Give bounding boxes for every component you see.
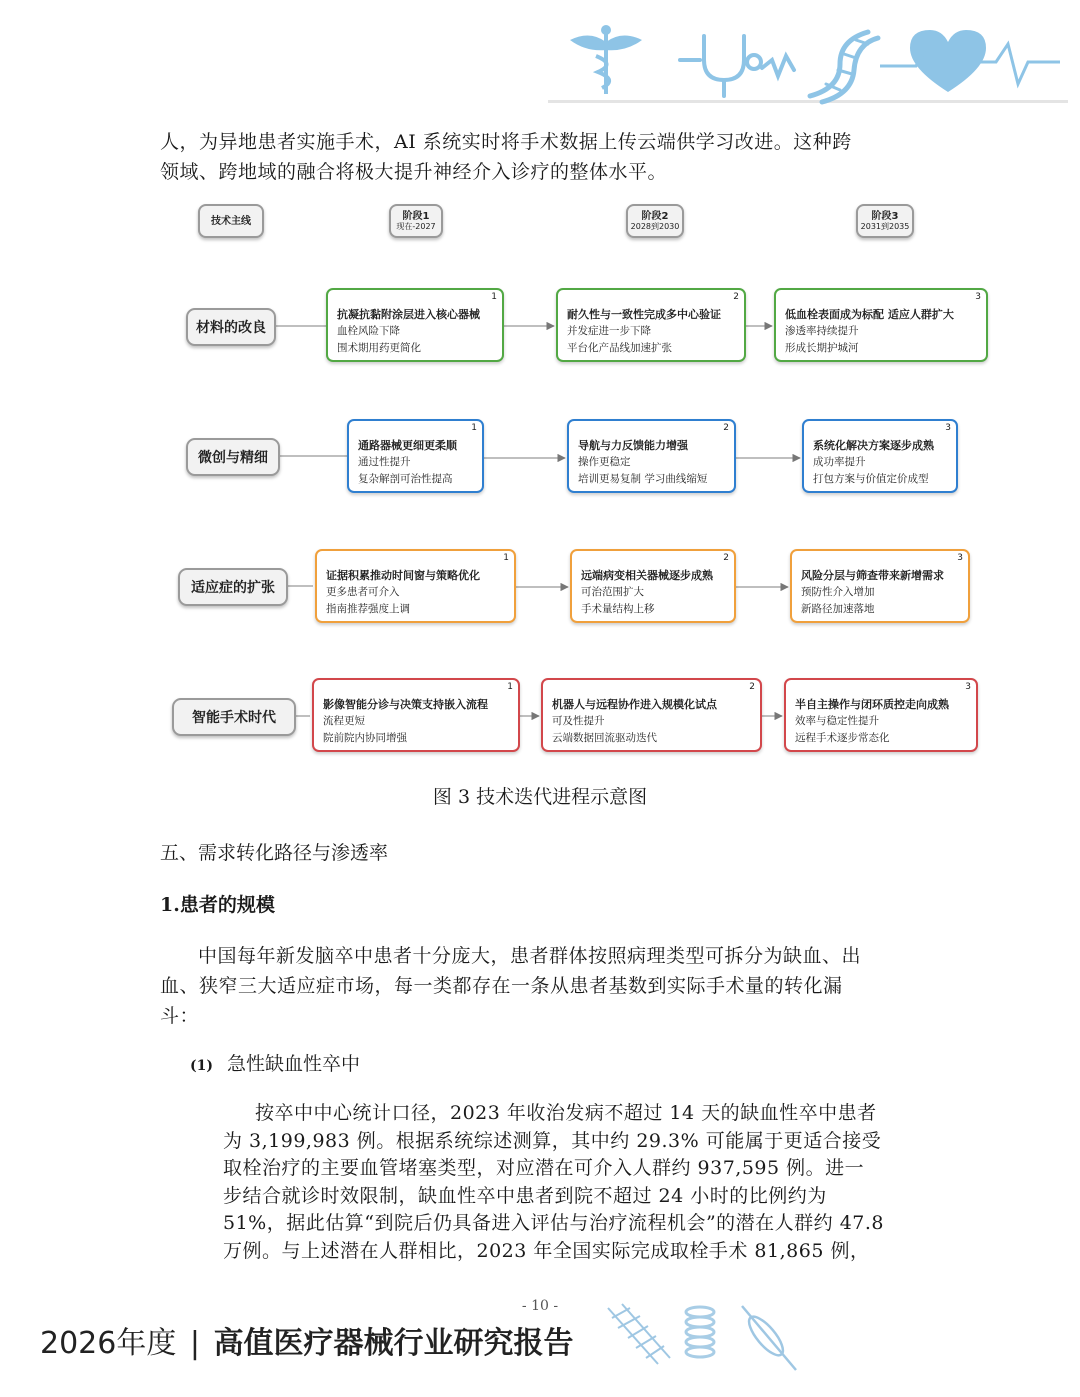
box-number: 1 bbox=[503, 553, 509, 563]
box-title: 证据积累推动时间窗与策略优化 bbox=[326, 569, 480, 582]
box-title: 远端病变相关器械逐步成熟 bbox=[581, 569, 713, 582]
stroke-line: 万例。与上述潜在人群相比，2023 年全国实际完成取栓手术 81,865 例， bbox=[223, 1239, 870, 1262]
box-line: 院前院内协同增强 bbox=[323, 732, 407, 744]
minimally-invasive-stage-3-box bbox=[802, 419, 958, 493]
row-label-text: 适应症的扩张 bbox=[191, 580, 275, 596]
box-line: 指南推荐强度上调 bbox=[326, 603, 410, 615]
box-title: 耐久性与一致性完成多中心验证 bbox=[567, 308, 721, 321]
stage-range: 2031到2035 bbox=[860, 222, 910, 231]
box-line: 新路径加速落地 bbox=[801, 603, 875, 615]
materials-stage-1-box bbox=[326, 288, 504, 362]
box-line: 成功率提升 bbox=[813, 456, 866, 468]
box-number: 3 bbox=[965, 682, 971, 692]
row-label-materials bbox=[186, 308, 276, 346]
minimally-invasive-stage-1-box bbox=[347, 419, 484, 493]
row-label-text: 材料的改良 bbox=[196, 320, 266, 336]
box-title: 机器人与远程协作进入规模化试点 bbox=[552, 698, 717, 711]
stage-label: 阶段3 bbox=[871, 211, 899, 222]
box-number: 2 bbox=[723, 553, 729, 563]
materials-stage-3-box bbox=[774, 288, 988, 362]
stroke-line: 51%，据此估算“到院后仍具备进入评估与治疗流程机会”的潜在人群约 47.8 bbox=[223, 1212, 885, 1234]
box-number: 1 bbox=[471, 423, 477, 433]
stroke-line: 步结合就诊时效限制，缺血性卒中患者到院不超过 24 小时的比例约为 bbox=[223, 1184, 827, 1207]
intelligent-surgery-stage-1-box bbox=[312, 678, 520, 752]
box-line: 更多患者可介入 bbox=[326, 586, 400, 598]
stroke-line: 取栓治疗的主要血管堵塞类型，对应潜在可介入人群约 937,595 例。进一 bbox=[223, 1157, 865, 1179]
stage-3-header bbox=[856, 204, 914, 238]
box-line: 围术期用药更简化 bbox=[337, 342, 421, 354]
box-line: 云端数据回流驱动迭代 bbox=[552, 732, 657, 744]
footer-year: 2026年度 bbox=[40, 1326, 177, 1361]
box-title: 影像智能分诊与决策支持嵌入流程 bbox=[323, 698, 488, 711]
indications-stage-1-box bbox=[315, 549, 516, 623]
scale-paragraph bbox=[160, 941, 861, 1031]
box-number: 1 bbox=[507, 682, 513, 692]
box-line: 形成长期护城河 bbox=[785, 342, 859, 354]
stage-2-header bbox=[626, 204, 684, 238]
box-number: 2 bbox=[733, 292, 739, 302]
figure-caption: 图 3 技术迭代进程示意图 bbox=[432, 786, 648, 808]
header-tech-mainline bbox=[198, 204, 264, 238]
box-title: 风险分层与筛查带来新增需求 bbox=[801, 569, 944, 582]
stroke-line: 为 3,199,983 例。根据系统综述测算，其中约 29.3% 可能属于更适合接受 bbox=[223, 1129, 882, 1152]
item-heading bbox=[190, 1049, 360, 1076]
box-number: 3 bbox=[975, 292, 981, 302]
box-line: 远程手术逐步常态化 bbox=[795, 732, 890, 744]
scale-line: 斗： bbox=[160, 1005, 200, 1027]
stage-label: 阶段1 bbox=[402, 211, 430, 222]
scale-line: 血、狭窄三大适应症市场，每一类都存在一条从患者基数到实际手术量的转化漏 bbox=[160, 975, 843, 997]
row-label-minimally-invasive bbox=[186, 438, 280, 476]
box-line: 渗透率持续提升 bbox=[785, 325, 859, 337]
stent-icon bbox=[608, 1304, 670, 1364]
box-number: 1 bbox=[491, 292, 497, 302]
box-line: 培训更易复制 学习曲线缩短 bbox=[578, 473, 708, 485]
box-line: 复杂解剖可治性提高 bbox=[358, 473, 453, 485]
minimally-invasive-stage-2-box bbox=[567, 419, 736, 493]
row-label-intelligent-surgery bbox=[172, 698, 296, 736]
row-label-text: 智能手术时代 bbox=[192, 710, 276, 726]
box-line: 手术量结构上移 bbox=[581, 603, 655, 615]
footer-report-title bbox=[40, 1318, 574, 1362]
stage-range: 2028到2030 bbox=[630, 222, 680, 231]
box-line: 流程更短 bbox=[323, 715, 365, 727]
box-line: 效率与稳定性提升 bbox=[795, 715, 879, 727]
box-line: 可治范围扩大 bbox=[581, 586, 644, 598]
box-line: 平台化产品线加速扩张 bbox=[567, 342, 672, 354]
row-label-text: 微创与精细 bbox=[198, 450, 268, 466]
box-line: 并发症进一步下降 bbox=[567, 325, 651, 337]
indications-stage-2-box bbox=[570, 549, 736, 623]
footer-device-decoration bbox=[600, 1298, 820, 1378]
box-number: 2 bbox=[723, 423, 729, 433]
section-heading: 五、需求转化路径与渗透率 bbox=[160, 842, 389, 864]
stage-range: 现在-2027 bbox=[396, 222, 436, 231]
footer-title-text: 高值医疗器械行业研究报告 bbox=[213, 1326, 574, 1361]
subheading: 1.患者的规模 bbox=[160, 894, 275, 916]
box-number: 2 bbox=[749, 682, 755, 692]
box-number: 3 bbox=[945, 423, 951, 433]
header-tech-mainline-label: 技术主线 bbox=[211, 215, 251, 227]
box-line: 可及性提升 bbox=[552, 715, 605, 727]
intelligent-surgery-stage-3-box bbox=[784, 678, 978, 752]
box-number: 3 bbox=[957, 553, 963, 563]
box-title: 导航与力反馈能力增强 bbox=[578, 439, 688, 452]
box-line: 血栓风险下降 bbox=[337, 325, 400, 337]
box-line: 操作更稳定 bbox=[578, 456, 631, 468]
intro-line: 领域、跨地域的融合将极大提升神经介入诊疗的整体水平。 bbox=[160, 161, 668, 183]
box-title: 半自主操作与闭环质控走向成熟 bbox=[795, 698, 949, 711]
footer-separator: | bbox=[189, 1326, 201, 1361]
balloon-catheter-icon bbox=[742, 1306, 796, 1370]
intelligent-surgery-stage-2-box bbox=[541, 678, 762, 752]
box-line: 打包方案与价值定价成型 bbox=[813, 473, 929, 485]
page-number: - 10 - bbox=[521, 1298, 559, 1314]
scale-line: 中国每年新发脑卒中患者十分庞大，患者群体按照病理类型可拆分为缺血、出 bbox=[198, 945, 862, 967]
row-label-indications bbox=[178, 568, 288, 606]
stage-1-header bbox=[389, 204, 443, 238]
intro-line: 人，为异地患者实施手术，AI 系统实时将手术数据上传云端供学习改进。这种跨 bbox=[160, 131, 852, 153]
box-line: 通过性提升 bbox=[358, 456, 411, 468]
box-title: 低血栓表面成为标配 适应人群扩大 bbox=[785, 308, 954, 321]
materials-stage-2-box bbox=[556, 288, 746, 362]
box-title: 通路器械更细更柔顺 bbox=[358, 439, 457, 452]
box-line: 预防性介入增加 bbox=[801, 586, 875, 598]
stroke-line: 按卒中中心统计口径，2023 年收治发病不超过 14 天的缺血性卒中患者 bbox=[255, 1102, 877, 1124]
box-title: 抗凝抗黏附涂层进入核心器械 bbox=[337, 308, 480, 321]
coil-icon bbox=[686, 1307, 714, 1357]
indications-stage-3-box bbox=[790, 549, 970, 623]
box-title: 系统化解决方案逐步成熟 bbox=[813, 439, 934, 452]
item-title: 急性缺血性卒中 bbox=[227, 1053, 361, 1075]
stroke-paragraph bbox=[223, 1100, 884, 1265]
item-marker: (1) bbox=[190, 1058, 213, 1074]
stage-label: 阶段2 bbox=[641, 211, 669, 222]
